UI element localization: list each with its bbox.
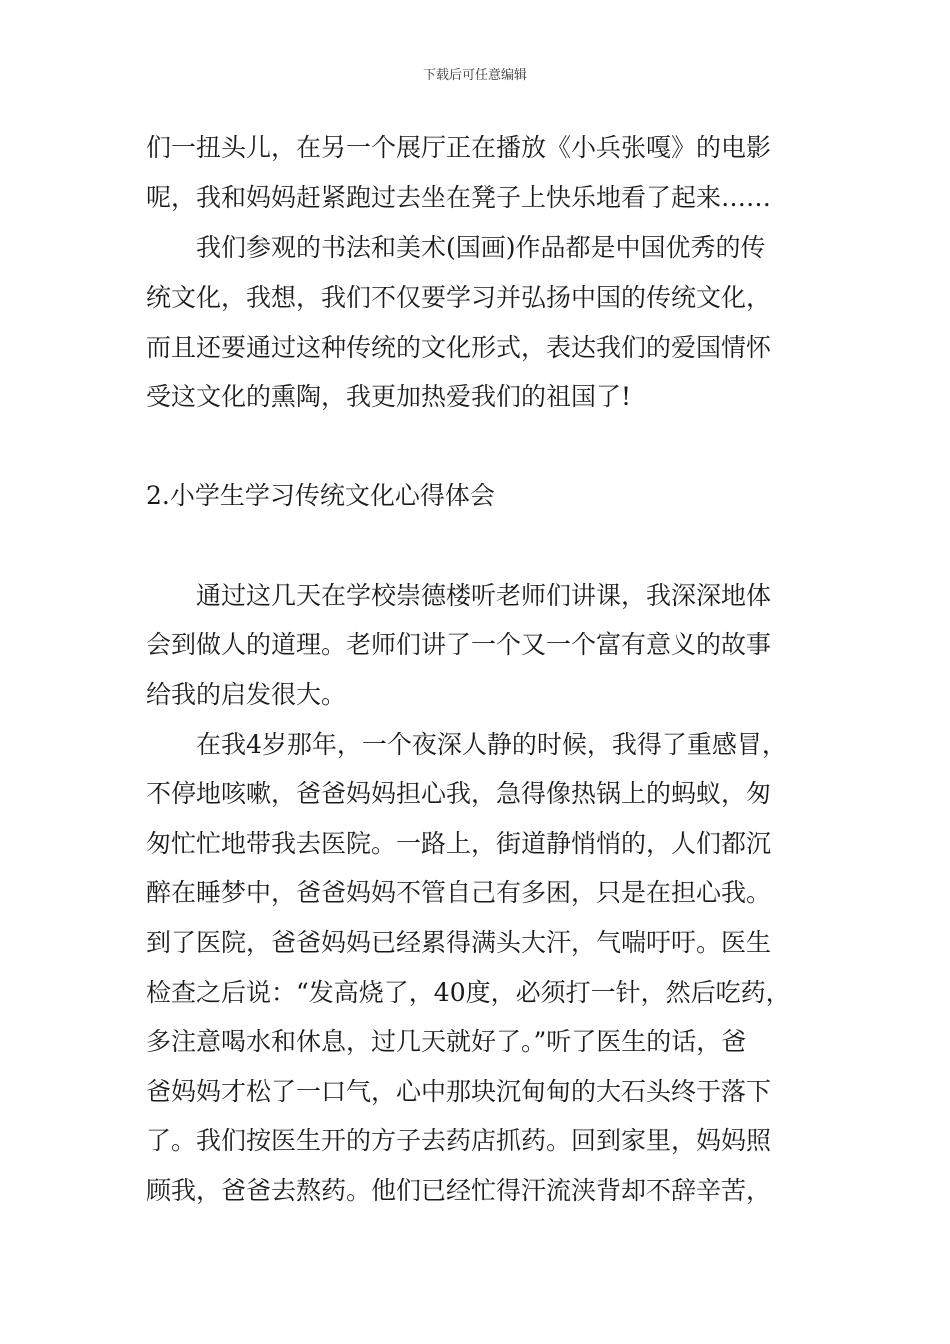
page-header: 下载后可任意编辑 <box>422 68 527 83</box>
text-line: 呢，我和妈妈赶紧跑过去坐在凳子上快乐地看了起来…… <box>146 183 772 212</box>
text-line: 不停地咳嗽，爸爸妈妈担心我，急得像热锅上的蚂蚁，匆 <box>146 779 772 808</box>
text-line: 爸妈妈才松了一口气，心中那块沉甸甸的大石头终于落下 <box>146 1077 772 1106</box>
text-line: 多注意喝水和休息，过几天就好了。”听了医生的话，爸 <box>146 1027 747 1056</box>
text-line: 醉在睡梦中，爸爸妈妈不管自己有多困，只是在担心我。 <box>146 878 772 907</box>
text-line: 而且还要通过这种传统的文化形式，表达我们的爱国情怀 <box>146 333 772 362</box>
text-line: 到了医院，爸爸妈妈已经累得满头大汗，气喘吁吁。医生 <box>146 928 772 957</box>
text-line: 受这文化的熏陶，我更加热爱我们的祖国了! <box>146 382 632 411</box>
text-line: 通过这几天在学校崇德楼听老师们讲课，我深深地体 <box>146 581 772 610</box>
text-line: 检查之后说：“发高烧了，40度，必须打一针，然后吃药， <box>146 978 791 1007</box>
text-line: 们一扭头儿，在另一个展厅正在播放《小兵张嘎》的电影 <box>146 133 772 162</box>
text-line: 在我4岁那年，一个夜深人静的时候，我得了重感冒， <box>146 730 787 759</box>
text-line: 了。我们按医生开的方子去药店抓药。回到家里，妈妈照 <box>146 1126 772 1155</box>
text-line: 统文化，我想，我们不仅要学习并弘扬中国的传统文化， <box>146 283 772 312</box>
text-line: 顾我，爸爸去熬药。他们已经忙得汗流浃背却不辞辛苦， <box>146 1176 772 1205</box>
text-line: 会到做人的道理。老师们讲了一个又一个富有意义的故事 <box>146 630 772 659</box>
text-line: 我们参观的书法和美术(国画)作品都是中国优秀的传 <box>146 233 766 262</box>
section-heading: 2.小学生学习传统文化心得体会 <box>146 481 495 510</box>
text-line: 匆忙忙地带我去医院。一路上，街道静悄悄的，人们都沉 <box>146 829 772 858</box>
text-line: 给我的启发很大。 <box>146 680 347 709</box>
